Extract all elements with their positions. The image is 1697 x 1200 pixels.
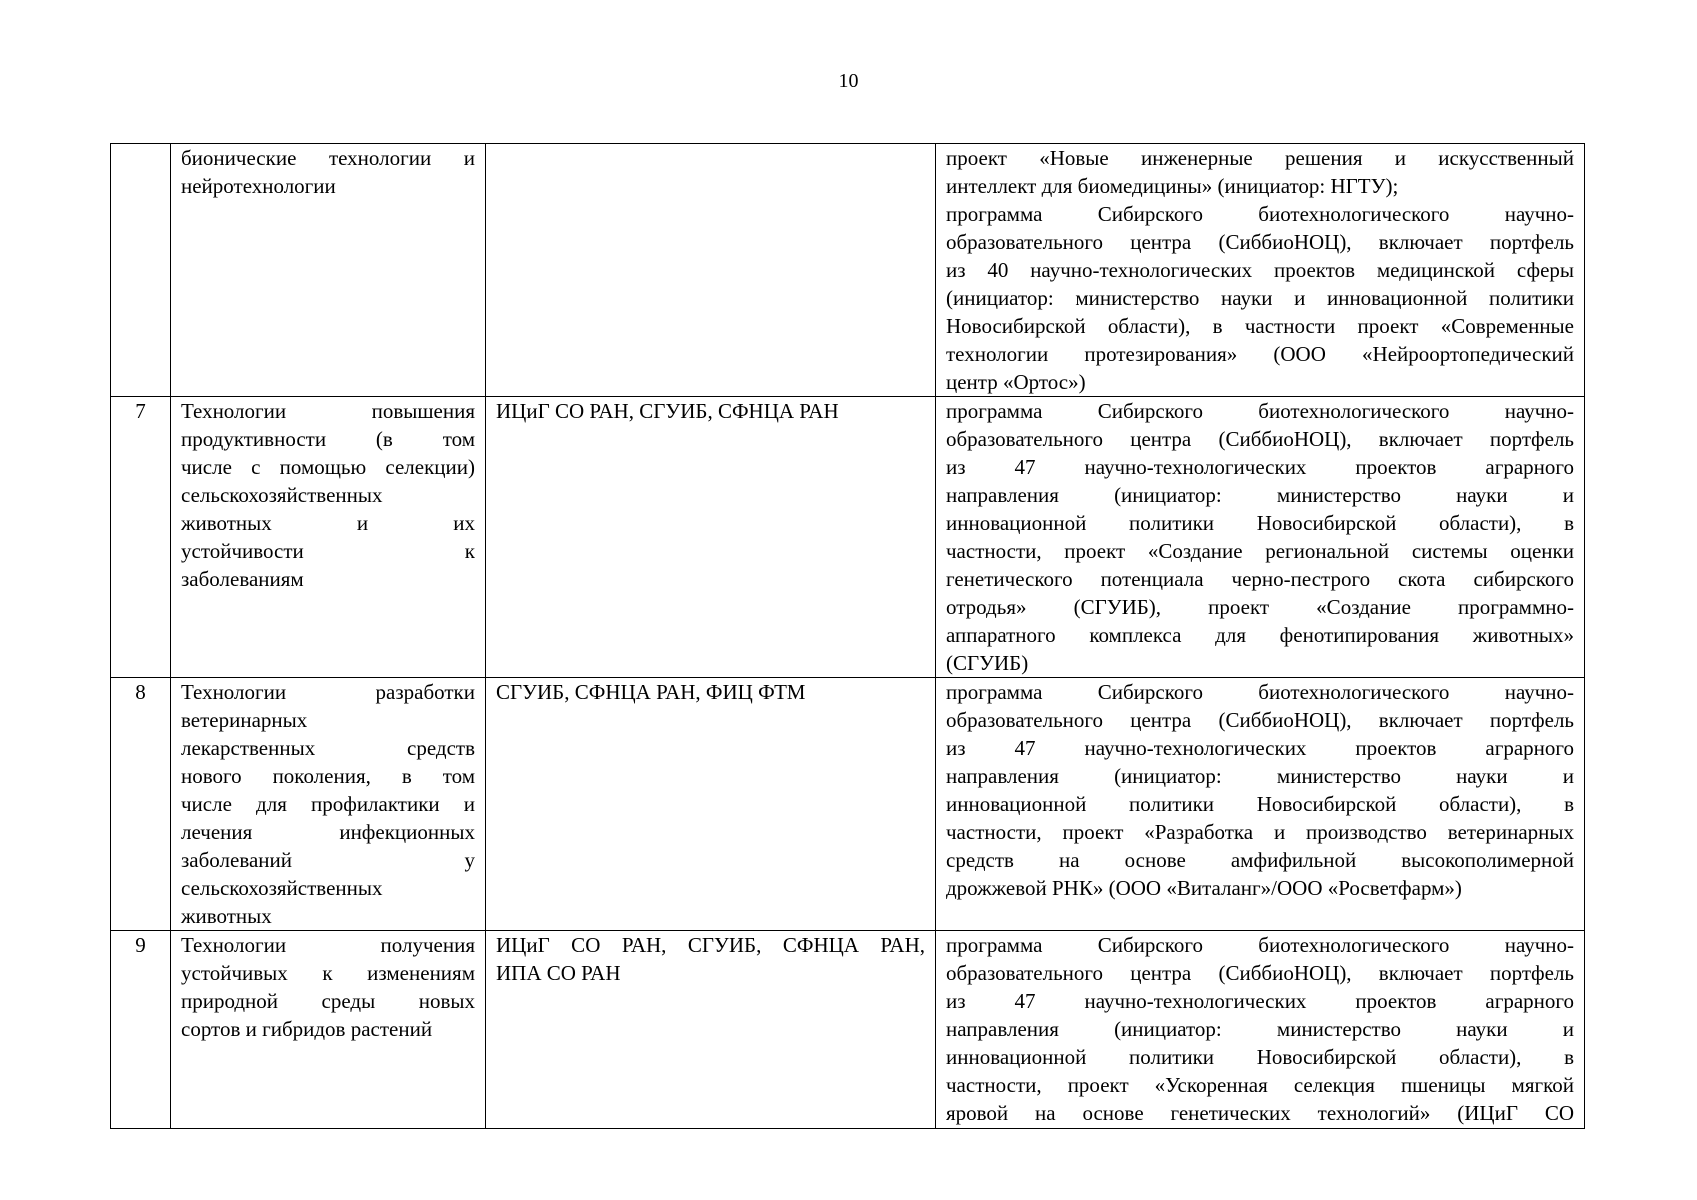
technology-text-line: продуктивности (в том [181,427,475,451]
projects-text-line: инновационной политики Новосибирской области), в [946,792,1574,816]
projects-text-line: образовательного центра (СиббиоНОЦ), включает портфель [946,230,1574,254]
technology-cell [171,931,486,1129]
row-number: 7 [111,397,171,678]
projects-text-line: инновационной политики Новосибирской области), в [946,1045,1574,1069]
projects-text-line: из 47 научно-технологических проектов аграрного [946,989,1574,1013]
projects-text-line: центр «Ортос») [946,370,1086,394]
technology-text-line: нового поколения, в том [181,764,475,788]
technology-cell [171,678,486,931]
projects-text-line: яровой на основе генетических технологий» (ИЦиГ СО [946,1101,1574,1125]
projects-text-line: частности, проект «Разработка и производство ветеринарных [946,820,1574,844]
organizations-cell [486,397,936,678]
projects-cell [936,931,1585,1129]
organizations-cell [486,144,936,397]
projects-text-line: инновационной политики Новосибирской области), в [946,511,1574,535]
projects-text-line: программа Сибирского биотехнологического научно- [946,933,1574,957]
projects-text-line: программа Сибирского биотехнологического научно- [946,680,1574,704]
technology-text-line: сельскохозяйственных [181,876,383,900]
row-number: 9 [111,931,171,1129]
technology-text-line: сортов и гибридов растений [181,1017,433,1041]
projects-text-line: проект «Новые инженерные решения и искусственный [946,146,1574,170]
projects-text-line: образовательного центра (СиббиоНОЦ), включает портфель [946,427,1574,451]
technology-text-line: Технологии повышения [181,399,475,423]
technology-text-line: лечения инфекционных [181,820,475,844]
table-row [111,678,1585,931]
technology-text-line: числе с помощью селекции) [181,455,475,479]
projects-text-line: образовательного центра (СиббиоНОЦ), включает портфель [946,961,1574,985]
projects-text-line: программа Сибирского биотехнологического научно- [946,399,1574,423]
technology-text-line: ветеринарных [181,708,308,732]
projects-text-line: отродья» (СГУИБ), проект «Создание программно- [946,595,1574,619]
technology-text-line: животных [181,904,272,928]
technology-text-line: заболеваниям [181,567,304,591]
projects-text-line: (СГУИБ) [946,651,1029,675]
technology-text-line: природной среды новых [181,989,475,1013]
organizations-text-line: СГУИБ, СФНЦА РАН, ФИЦ ФТМ [496,680,806,704]
projects-text-line: из 47 научно-технологических проектов аграрного [946,455,1574,479]
projects-text-line: из 47 научно-технологических проектов аграрного [946,736,1574,760]
row-number: 8 [111,678,171,931]
projects-text-line: направления (инициатор: министерство науки и [946,764,1574,788]
organizations-cell [486,931,936,1129]
organizations-text-line: ИЦиГ СО РАН, СГУИБ, СФНЦА РАН, [496,933,925,957]
row-number [111,144,171,397]
projects-text-line: средств на основе амфифильной высокополимерной [946,848,1574,872]
projects-cell [936,678,1585,931]
projects-text-line: из 40 научно-технологических проектов медицинской сферы [946,258,1574,282]
projects-text-line: направления (инициатор: министерство науки и [946,1017,1574,1041]
organizations-text-line: ИЦиГ СО РАН, СГУИБ, СФНЦА РАН [496,399,839,423]
technology-cell [171,397,486,678]
projects-text-line: частности, проект «Создание региональной системы оценки [946,539,1574,563]
technology-text-line: животных и их [181,511,475,535]
projects-text-line: генетического потенциала черно-пестрого скота сибирского [946,567,1574,591]
technology-text-line: Технологии разработки [181,680,475,704]
technology-text-line: бионические технологии и [181,146,475,170]
projects-text-line: (инициатор: министерство науки и инновационной политики [946,286,1574,310]
projects-cell [936,397,1585,678]
technology-text-line: устойчивости к [181,539,475,563]
page-number: 10 [838,70,859,92]
projects-text-line: технологии протезирования» (ООО «Нейроортопедический [946,342,1574,366]
technology-text-line: лекарственных средств [181,736,475,760]
technology-text-line: числе для профилактики и [181,792,475,816]
projects-text-line: частности, проект «Ускоренная селекция пшеницы мягкой [946,1073,1574,1097]
table-row [111,144,1585,397]
technology-text-line: сельскохозяйственных [181,483,383,507]
table-row [111,931,1585,1129]
projects-text-line: интеллект для биомедицины» (инициатор: НГТУ); [946,174,1399,198]
projects-text-line: образовательного центра (СиббиоНОЦ), включает портфель [946,708,1574,732]
projects-text-line: направления (инициатор: министерство науки и [946,483,1574,507]
technology-table [110,143,1585,1129]
projects-text-line: программа Сибирского биотехнологического научно- [946,202,1574,226]
projects-text-line: дрожжевой РНК» (ООО «Виталанг»/ООО «Росветфарм») [946,876,1462,900]
technology-cell [171,144,486,397]
projects-text-line: Новосибирской области), в частности проект «Современные [946,314,1574,338]
projects-text-line: аппаратного комплекса для фенотипирования животных» [946,623,1574,647]
table-row [111,397,1585,678]
technology-text-line: нейротехнологии [181,174,336,198]
technology-text-line: Технологии получения [181,933,475,957]
organizations-cell [486,678,936,931]
technology-text-line: устойчивых к изменениям [181,961,475,985]
organizations-text-line: ИПА СО РАН [496,961,621,985]
technology-text-line: заболеваний у [181,848,475,872]
projects-cell [936,144,1585,397]
